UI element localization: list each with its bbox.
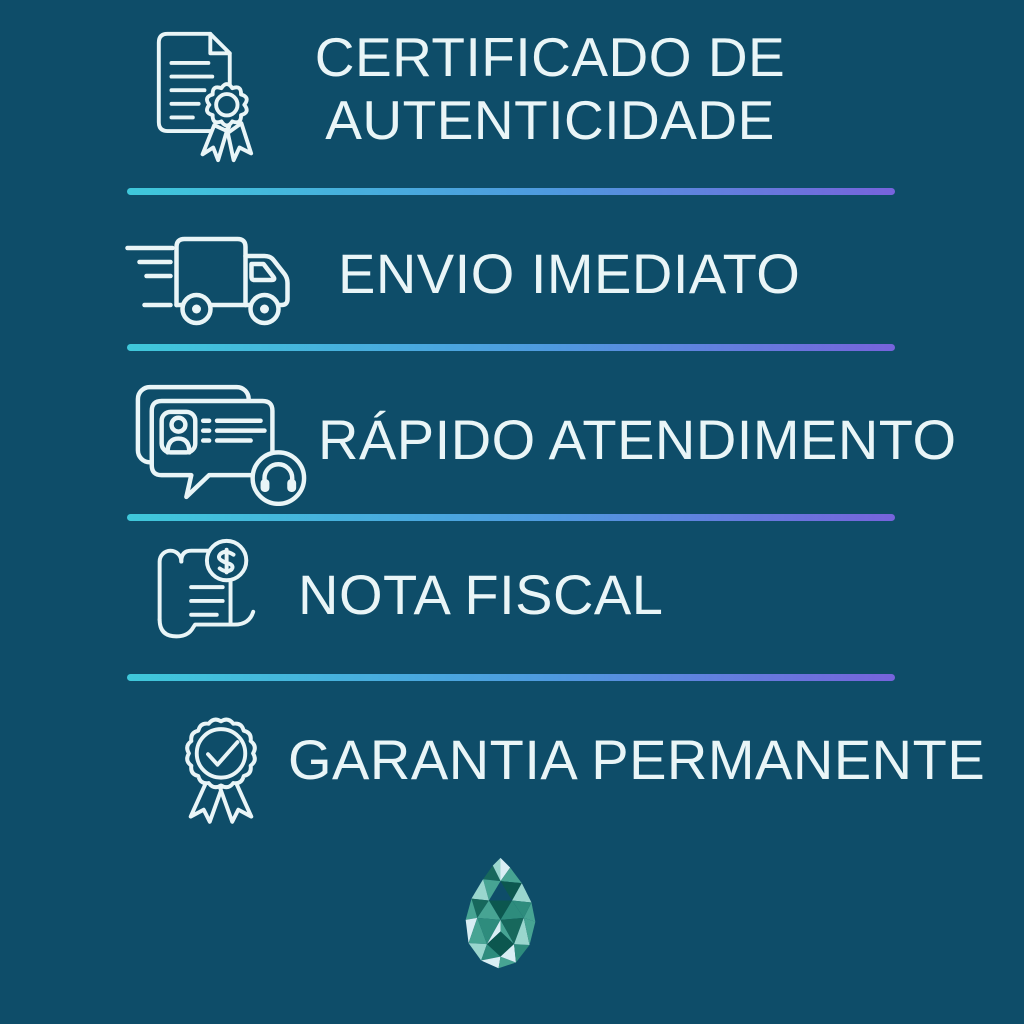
award-ribbon-check-icon (168, 704, 274, 827)
benefit-label-garantia: GARANTIA PERMANENTE (288, 727, 986, 791)
gradient-divider (127, 188, 895, 195)
benefit-label-nota: NOTA FISCAL (298, 563, 664, 626)
gradient-divider (127, 674, 895, 681)
benefit-row-garantia (168, 698, 985, 832)
gradient-divider (127, 514, 895, 521)
benefit-label-certificado (294, 26, 806, 152)
benefit-label-envio: ENVIO IMEDIATO (338, 241, 801, 305)
headline-line-1: CERTIFICADO DE (314, 26, 786, 88)
benefit-row-certificado (148, 28, 806, 166)
faceted-gem-logo (452, 856, 549, 976)
benefit-row-nota (136, 530, 663, 664)
benefit-label-atendimento: RÁPIDO ATENDIMENTO (318, 407, 957, 471)
benefit-row-atendimento (130, 378, 957, 508)
delivery-truck-icon (124, 226, 310, 334)
gradient-divider (127, 344, 895, 351)
invoice-scroll-icon (136, 531, 266, 663)
headline-line-2: AUTENTICIDADE (325, 89, 775, 151)
chat-headset-icon (130, 381, 310, 506)
certificate-ribbon-icon (148, 28, 260, 166)
benefit-row-envio (124, 224, 800, 336)
